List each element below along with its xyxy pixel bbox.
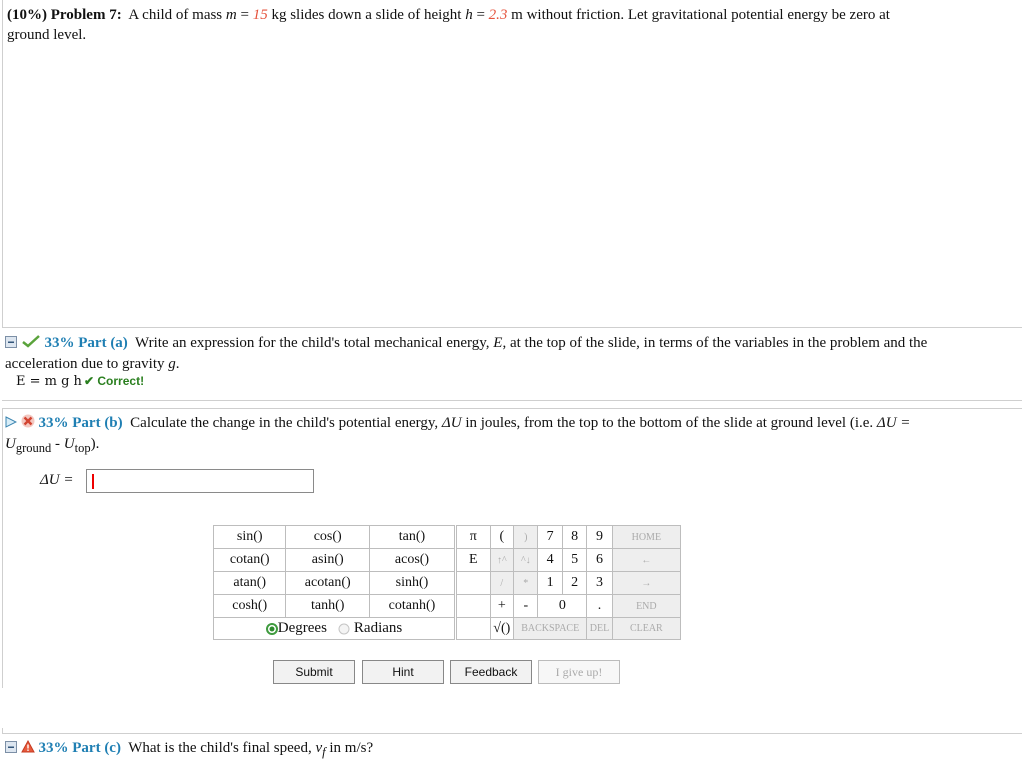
key-9[interactable]: 9	[587, 526, 612, 549]
collapse-icon-c[interactable]	[5, 739, 17, 759]
acotan-button[interactable]: acotan()	[286, 572, 370, 595]
function-keypad	[213, 525, 455, 640]
hint-button[interactable]: Hint	[362, 660, 444, 684]
superscript-down-button[interactable]: ^↓	[514, 549, 538, 572]
part-b-title: 33% Part (b)	[38, 415, 123, 431]
key-2[interactable]: 2	[562, 572, 586, 595]
blank-key	[457, 572, 491, 595]
correct-status: ✔ Correct!	[84, 374, 145, 388]
tan-button[interactable]: tan()	[369, 526, 454, 549]
e-button[interactable]: E	[457, 549, 491, 572]
problem-text-4: ground level.	[7, 27, 87, 43]
part-a-title: 33% Part (a)	[44, 335, 128, 351]
part-b	[5, 413, 1020, 458]
tanh-button[interactable]: tanh()	[286, 595, 370, 618]
problem-label: Problem 7:	[50, 7, 122, 23]
plus-button[interactable]: +	[490, 595, 514, 618]
mass-variable: m	[225, 7, 237, 23]
open-paren-button[interactable]: (	[490, 526, 514, 549]
acos-button[interactable]: acos()	[369, 549, 454, 572]
close-paren-button[interactable]: )	[514, 526, 538, 549]
home-button[interactable]: HOME	[612, 526, 680, 549]
end-button[interactable]: END	[612, 595, 680, 618]
answer-label: ΔU =	[40, 472, 74, 488]
atan-button[interactable]: atan()	[214, 572, 286, 595]
key-3[interactable]: 3	[587, 572, 612, 595]
problem-weight: (10%)	[7, 7, 47, 23]
cosh-button[interactable]: cosh()	[214, 595, 286, 618]
final-speed-variable: v	[315, 740, 323, 756]
key-6[interactable]: 6	[587, 549, 612, 572]
divide-button[interactable]: /	[490, 572, 514, 595]
asin-button[interactable]: asin()	[286, 549, 370, 572]
u-top: U	[63, 435, 75, 452]
sinh-button[interactable]: sinh()	[369, 572, 454, 595]
key-1[interactable]: 1	[538, 572, 562, 595]
key-7[interactable]: 7	[538, 526, 562, 549]
final-subscript: f	[322, 745, 326, 759]
radians-radio[interactable]	[338, 620, 402, 636]
minus-sign: -	[51, 435, 64, 452]
degrees-label: Degrees	[277, 620, 327, 636]
superscript-up-button[interactable]: ↑^	[490, 549, 514, 572]
blank-key-2	[457, 595, 491, 618]
minus-button[interactable]: -	[514, 595, 538, 618]
part-c-title: 33% Part (c)	[38, 740, 121, 756]
sub-top: top	[74, 440, 91, 455]
equals-sign-2: =	[476, 7, 485, 23]
problem-text-3: m without friction. Let gravitational potential energy be zero at	[511, 7, 890, 23]
cotanh-button[interactable]: cotanh()	[369, 595, 454, 618]
key-8[interactable]: 8	[562, 526, 586, 549]
sin-button[interactable]: sin()	[214, 526, 286, 549]
clear-button[interactable]: CLEAR	[612, 618, 680, 640]
equals-sign: =	[240, 7, 249, 23]
key-5[interactable]: 5	[562, 549, 586, 572]
part-a-text-2: , at the top of the slide, in terms of the variables in the problem and the	[502, 335, 928, 351]
submit-button[interactable]: Submit	[273, 660, 355, 684]
check-icon	[21, 334, 41, 354]
part-b-end: ).	[90, 435, 100, 452]
collapse-icon[interactable]	[5, 334, 17, 354]
key-4[interactable]: 4	[538, 549, 562, 572]
part-a-variable: E	[493, 335, 503, 351]
give-up-button[interactable]: I give up!	[538, 660, 620, 684]
del-button[interactable]: DEL	[587, 618, 612, 640]
decimal-button[interactable]: .	[587, 595, 612, 618]
part-a-answer: E = m g h	[16, 374, 82, 389]
blank-key-3	[457, 618, 491, 640]
key-0[interactable]: 0	[538, 595, 587, 618]
part-a: 33% Part (a) Write an expression for the child's total mechanical energy, E, at the top of the slide, in terms of the variables in the problem and the acceleration due to gravity g.	[5, 335, 928, 372]
feedback-button[interactable]: Feedback	[450, 660, 532, 684]
problem-statement	[7, 5, 1007, 45]
cotan-button[interactable]: cotan()	[214, 549, 286, 572]
height-value: 2.3	[488, 7, 508, 23]
part-c	[5, 738, 1005, 762]
radians-label: Radians	[353, 620, 403, 636]
pi-button[interactable]: π	[457, 526, 491, 549]
angle-mode	[214, 618, 455, 640]
sub-ground: ground	[15, 440, 52, 455]
delta-u-variable: ΔU	[441, 415, 462, 431]
left-arrow-button[interactable]: ←	[612, 549, 680, 572]
part-a-text: Write an expression for the child's total mechanical energy,	[135, 335, 490, 351]
part-a-text-3: acceleration due to gravity	[5, 355, 165, 372]
gravity-variable: g	[168, 355, 176, 372]
problem-text-1: A child of mass	[128, 7, 223, 23]
multiply-button[interactable]: *	[514, 572, 538, 595]
sqrt-button[interactable]: √()	[490, 618, 514, 640]
degrees-radio[interactable]	[266, 620, 327, 636]
backspace-button[interactable]: BACKSPACE	[514, 618, 587, 640]
number-keypad	[456, 525, 681, 640]
delta-u-eq: ΔU =	[876, 415, 911, 431]
mass-value: 15	[252, 7, 268, 23]
problem-text-2: kg slides down a slide of height	[271, 7, 462, 23]
text-cursor	[92, 474, 94, 489]
wrong-x-icon	[21, 414, 35, 434]
right-arrow-button[interactable]: →	[612, 572, 680, 595]
warning-icon	[21, 739, 35, 759]
part-b-text-2: in joules, from the top to the bottom of the slide at ground level (i.e.	[465, 415, 874, 431]
u-ground: U	[5, 435, 16, 452]
answer-input[interactable]	[86, 469, 314, 493]
cos-button[interactable]: cos()	[286, 526, 370, 549]
part-c-text-2: in m/s?	[329, 740, 374, 756]
expand-arrow-icon[interactable]	[5, 414, 17, 434]
part-c-text: What is the child's final speed,	[128, 740, 312, 756]
height-variable: h	[465, 7, 473, 23]
part-b-text: Calculate the change in the child's potential energy,	[130, 415, 439, 431]
